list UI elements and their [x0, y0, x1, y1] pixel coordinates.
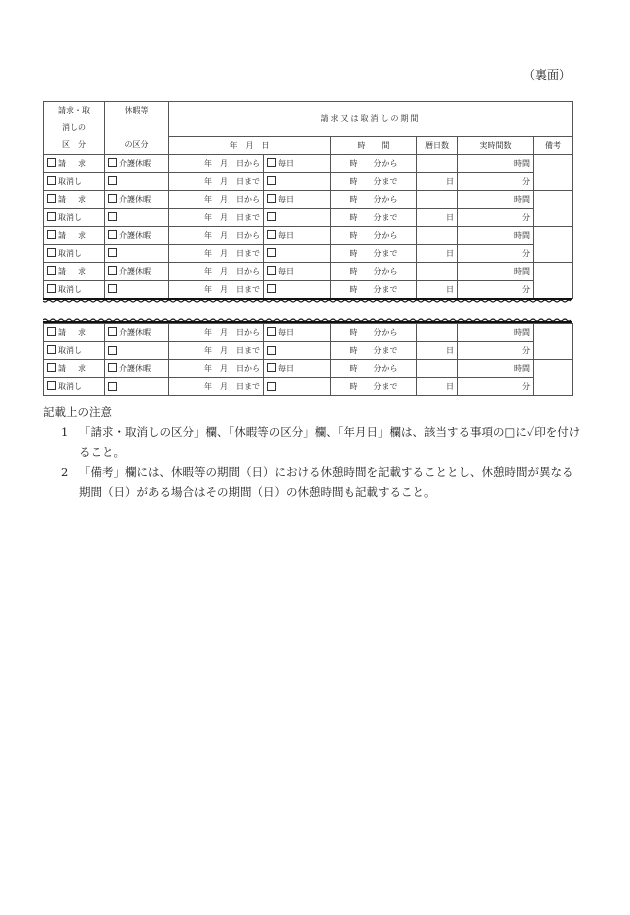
cell-kubun — [44, 208, 105, 226]
header-kubun-1: 請求・取 — [44, 102, 105, 120]
cell-day[interactable]: 日 — [417, 244, 458, 262]
cell-kyuka — [105, 208, 169, 226]
cell-daily — [264, 244, 331, 262]
checkbox[interactable] — [47, 194, 56, 203]
label-daily: 毎日 — [278, 158, 294, 168]
header-period: 請求又は取消しの期間 — [169, 102, 573, 137]
cell-remarks[interactable] — [534, 226, 573, 262]
cell-kubun — [44, 378, 105, 396]
cell-date-to[interactable]: 年 月 日まで — [169, 342, 264, 360]
cell-remarks[interactable] — [534, 324, 573, 360]
cell-kyuka — [105, 244, 169, 262]
note-text: 「備考」欄には、休暇等の期間（日）における休憩時間を記載することとし、休憩時間が異なる期間（日）がある場合はその期間（日）の休憩時間も記載すること。 — [79, 465, 574, 499]
label-cancel: 取消し — [58, 212, 82, 222]
cell-daily — [264, 208, 331, 226]
label-request: 請 求 — [58, 364, 88, 373]
cell-date-from[interactable]: 年 月 日から — [169, 226, 264, 244]
cell-time-to[interactable]: 時 分まで — [331, 208, 417, 226]
label-request: 請 求 — [58, 158, 88, 168]
cell-date-from[interactable]: 年 月 日から — [169, 324, 264, 342]
entry-row-cancel — [44, 280, 573, 298]
cell-minutes[interactable]: 分 — [458, 172, 534, 190]
cell-kyuka — [105, 378, 169, 396]
page-side-label: （裏面） — [523, 68, 572, 82]
label-care-leave: 介護休暇 — [119, 194, 151, 204]
label-care-leave: 介護休暇 — [119, 230, 151, 240]
cell-time-from[interactable]: 時 分から — [331, 324, 417, 342]
cell-daily — [264, 280, 331, 298]
label-care-leave: 介護休暇 — [119, 158, 151, 168]
label-request: 請 求 — [58, 194, 88, 204]
cell-calendar-days[interactable] — [417, 262, 458, 280]
cell-kyuka — [105, 360, 169, 378]
checkbox[interactable] — [108, 194, 117, 203]
cell-time-from[interactable]: 時 分から — [331, 262, 417, 280]
cell-time-from[interactable]: 時 分から — [331, 360, 417, 378]
checkbox[interactable] — [108, 363, 117, 372]
cell-hours[interactable]: 時間 — [458, 154, 534, 172]
note-item — [43, 462, 583, 502]
entries-top — [44, 154, 573, 298]
note-item — [43, 422, 583, 462]
cell-remarks[interactable] — [534, 154, 573, 190]
cell-kubun — [44, 360, 105, 378]
note-number: 1 — [61, 425, 69, 439]
cell-daily — [264, 360, 331, 378]
checkbox[interactable] — [108, 230, 117, 239]
cell-kubun — [44, 280, 105, 298]
cell-kubun — [44, 190, 105, 208]
checkbox[interactable] — [267, 327, 276, 336]
checkbox[interactable] — [267, 158, 276, 167]
checkbox[interactable] — [47, 230, 56, 239]
label-daily: 毎日 — [278, 230, 294, 240]
label-care-leave: 介護休暇 — [119, 364, 151, 373]
cell-date-from[interactable]: 年 月 日から — [169, 262, 264, 280]
checkbox[interactable] — [47, 381, 56, 390]
cell-kubun — [44, 342, 105, 360]
cell-time-to[interactable]: 時 分まで — [331, 378, 417, 396]
label-request: 請 求 — [58, 328, 88, 337]
label-care-leave: 介護休暇 — [119, 328, 151, 337]
header-kubun-3: 区 分 — [44, 136, 105, 154]
checkbox[interactable] — [108, 266, 117, 275]
cell-day[interactable]: 日 — [417, 208, 458, 226]
cell-kyuka — [105, 342, 169, 360]
checkbox[interactable] — [267, 363, 276, 372]
cell-kubun — [44, 226, 105, 244]
cell-date-from[interactable]: 年 月 日から — [169, 190, 264, 208]
label-daily: 毎日 — [278, 328, 294, 337]
cell-daily — [264, 226, 331, 244]
cell-day[interactable]: 日 — [417, 342, 458, 360]
cell-daily — [264, 324, 331, 342]
cell-time-to[interactable]: 時 分まで — [331, 342, 417, 360]
checkbox[interactable] — [108, 346, 117, 355]
cell-hours[interactable]: 時間 — [458, 190, 534, 208]
cell-kyuka — [105, 280, 169, 298]
cell-day[interactable]: 日 — [417, 280, 458, 298]
header-date: 年 月 日 — [169, 136, 331, 154]
checkbox[interactable] — [267, 194, 276, 203]
label-cancel: 取消し — [58, 284, 82, 294]
cell-calendar-days[interactable] — [417, 324, 458, 342]
label-request: 請 求 — [58, 266, 88, 276]
checkbox[interactable] — [267, 266, 276, 275]
cell-date-to[interactable]: 年 月 日まで — [169, 172, 264, 190]
label-daily: 毎日 — [278, 364, 294, 373]
table-header — [44, 102, 573, 155]
label-daily: 毎日 — [278, 194, 294, 204]
checkbox[interactable] — [267, 176, 276, 185]
cell-hours[interactable]: 時間 — [458, 226, 534, 244]
cell-kubun — [44, 262, 105, 280]
checkbox[interactable] — [47, 284, 56, 293]
cell-date-from[interactable]: 年 月 日から — [169, 360, 264, 378]
cell-hours[interactable]: 時間 — [458, 360, 534, 378]
label-cancel: 取消し — [58, 248, 82, 258]
cell-date-from[interactable]: 年 月 日から — [169, 154, 264, 172]
cell-minutes[interactable]: 分 — [458, 342, 534, 360]
entries-bottom — [44, 324, 573, 396]
entry-row-request — [44, 226, 573, 244]
cell-time-to[interactable]: 時 分まで — [331, 244, 417, 262]
entry-row-request — [44, 154, 573, 172]
cell-date-to[interactable]: 年 月 日まで — [169, 208, 264, 226]
entry-row-cancel — [44, 378, 573, 396]
cell-kyuka — [105, 154, 169, 172]
cell-remarks[interactable] — [534, 360, 573, 396]
leave-request-table — [43, 101, 573, 299]
label-cancel: 取消し — [58, 176, 82, 186]
cell-time-from[interactable]: 時 分から — [331, 154, 417, 172]
cell-daily — [264, 342, 331, 360]
cell-date-to[interactable]: 年 月 日まで — [169, 280, 264, 298]
cell-kubun — [44, 172, 105, 190]
cell-hours[interactable]: 時間 — [458, 324, 534, 342]
header-remarks: 備考 — [534, 136, 573, 154]
header-time: 時 間 — [331, 136, 417, 154]
cell-time-from[interactable]: 時 分から — [331, 226, 417, 244]
cell-kyuka — [105, 262, 169, 280]
note-text: 「請求・取消しの区分」欄、「休暇等の区分」欄、「年月日」欄は、該当する事項の□に✓印を付けること。 — [79, 425, 581, 459]
cell-daily — [264, 262, 331, 280]
header-kubun-2: 消しの — [44, 119, 105, 136]
label-cancel: 取消し — [58, 382, 82, 391]
checkbox[interactable] — [108, 248, 117, 257]
cell-day[interactable]: 日 — [417, 172, 458, 190]
omission-line-top — [43, 298, 572, 303]
checkbox[interactable] — [108, 158, 117, 167]
cell-kubun — [44, 154, 105, 172]
cell-kyuka — [105, 324, 169, 342]
cell-minutes[interactable]: 分 — [458, 208, 534, 226]
entry-row-request — [44, 262, 573, 280]
header-kyuka-3: の区分 — [105, 136, 169, 154]
checkbox[interactable] — [47, 327, 56, 336]
checkbox[interactable] — [47, 345, 56, 354]
label-cancel: 取消し — [58, 346, 82, 355]
notes-section — [43, 402, 583, 502]
checkbox[interactable] — [47, 212, 56, 221]
checkbox[interactable] — [267, 382, 276, 391]
cell-daily — [264, 172, 331, 190]
checkbox[interactable] — [267, 284, 276, 293]
checkbox[interactable] — [47, 266, 56, 275]
label-request: 請 求 — [58, 230, 88, 240]
entry-row-request — [44, 324, 573, 342]
cell-time-to[interactable]: 時 分まで — [331, 280, 417, 298]
checkbox[interactable] — [108, 212, 117, 221]
checkbox[interactable] — [47, 158, 56, 167]
checkbox[interactable] — [108, 382, 117, 391]
cell-calendar-days[interactable] — [417, 360, 458, 378]
checkbox[interactable] — [108, 284, 117, 293]
checkbox[interactable] — [47, 248, 56, 257]
cell-kubun — [44, 244, 105, 262]
cell-day[interactable]: 日 — [417, 378, 458, 396]
cell-calendar-days[interactable] — [417, 154, 458, 172]
label-daily: 毎日 — [278, 266, 294, 276]
entry-row-request — [44, 360, 573, 378]
leave-request-table-continued — [43, 323, 573, 396]
checkbox[interactable] — [267, 230, 276, 239]
cell-kyuka — [105, 172, 169, 190]
cell-time-from[interactable]: 時 分から — [331, 190, 417, 208]
checkbox[interactable] — [267, 212, 276, 221]
cell-kubun — [44, 324, 105, 342]
checkbox[interactable] — [267, 346, 276, 355]
header-kyuka-1: 休暇等 — [105, 102, 169, 120]
cell-daily — [264, 154, 331, 172]
cell-daily — [264, 378, 331, 396]
cell-remarks[interactable] — [534, 262, 573, 298]
cell-date-to[interactable]: 年 月 日まで — [169, 244, 264, 262]
cell-hours[interactable]: 時間 — [458, 262, 534, 280]
cell-daily — [264, 190, 331, 208]
cell-date-to[interactable]: 年 月 日まで — [169, 378, 264, 396]
cell-kyuka — [105, 226, 169, 244]
entry-row-request — [44, 190, 573, 208]
entry-row-cancel — [44, 342, 573, 360]
cell-minutes[interactable]: 分 — [458, 244, 534, 262]
cell-minutes[interactable]: 分 — [458, 378, 534, 396]
cell-remarks[interactable] — [534, 190, 573, 226]
header-actual-hours: 実時間数 — [458, 136, 534, 154]
entry-row-cancel — [44, 208, 573, 226]
cell-minutes[interactable]: 分 — [458, 280, 534, 298]
entry-row-cancel — [44, 244, 573, 262]
cell-kyuka — [105, 190, 169, 208]
checkbox[interactable] — [47, 176, 56, 185]
note-number: 2 — [61, 465, 69, 479]
checkbox[interactable] — [47, 363, 56, 372]
checkbox[interactable] — [267, 248, 276, 257]
checkbox[interactable] — [108, 176, 117, 185]
header-calendar-days: 暦日数 — [417, 136, 458, 154]
cell-calendar-days[interactable] — [417, 190, 458, 208]
notes-title: 記載上の注意 — [43, 405, 112, 419]
checkbox[interactable] — [108, 327, 117, 336]
cell-time-to[interactable]: 時 分まで — [331, 172, 417, 190]
label-care-leave: 介護休暇 — [119, 266, 151, 276]
cell-calendar-days[interactable] — [417, 226, 458, 244]
entry-row-cancel — [44, 172, 573, 190]
